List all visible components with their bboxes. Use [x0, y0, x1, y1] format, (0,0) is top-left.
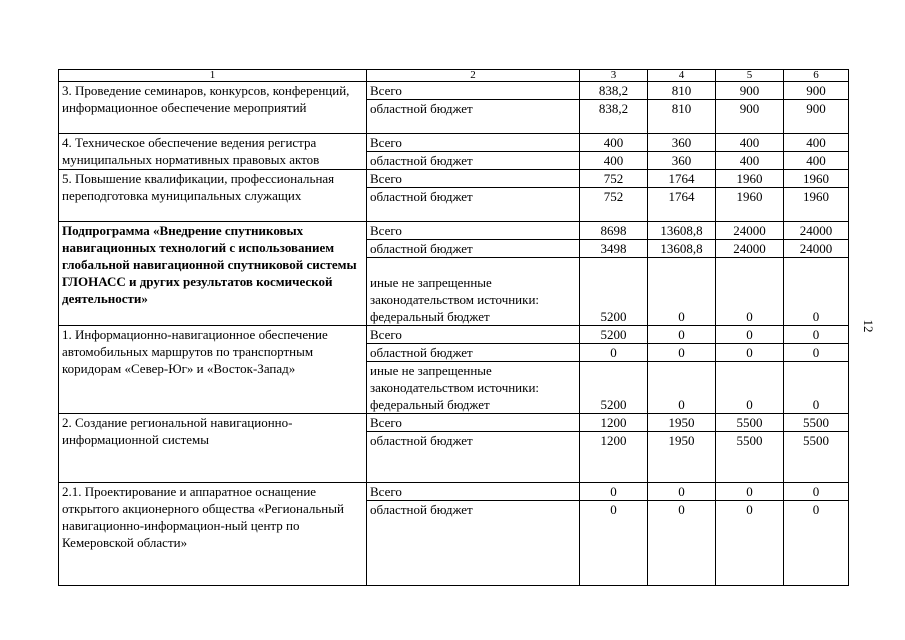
- value-cell: 5500: [784, 414, 849, 432]
- value-cell: 0: [784, 501, 849, 586]
- value-cell: 360: [648, 134, 716, 152]
- value-cell: 0: [580, 344, 648, 362]
- value-cell: 1960: [784, 170, 849, 188]
- value-cell: 838,2: [580, 100, 648, 134]
- value-cell: 24000: [716, 222, 784, 240]
- value-cell: 3498: [580, 240, 648, 258]
- value-cell: 0: [784, 326, 849, 344]
- value-cell: 0: [580, 501, 648, 586]
- source-label: областной бюджет: [367, 240, 580, 258]
- value-cell: 900: [784, 82, 849, 100]
- budget-table: [58, 69, 849, 586]
- value-cell: 1960: [784, 188, 849, 222]
- value-cell: 5200: [580, 326, 648, 344]
- value-cell: 5500: [716, 432, 784, 483]
- source-label: областной бюджет: [367, 501, 580, 586]
- value-cell: 5500: [784, 432, 849, 483]
- table-row: [59, 134, 849, 152]
- value-cell: 752: [580, 170, 648, 188]
- value-cell: 0: [716, 501, 784, 586]
- value-cell: 0: [648, 483, 716, 501]
- value-cell: 400: [716, 134, 784, 152]
- other-sources-label: иные не запрещенные: [370, 275, 492, 290]
- value-cell: 1960: [716, 188, 784, 222]
- source-label: [367, 258, 580, 326]
- value-cell: 0: [784, 344, 849, 362]
- value-cell: 13608,8: [648, 240, 716, 258]
- value-cell: 13608,8: [648, 222, 716, 240]
- source-label: областной бюджет: [367, 188, 580, 222]
- value-cell: 0: [580, 483, 648, 501]
- event-title: 1. Информационно-навигационное обеспечение автомобильных маршрутов по транспортным коридорам «Север-Юг» и «Восток-Запад»: [59, 326, 367, 414]
- table-header-row: [59, 70, 849, 82]
- value-cell: 1200: [580, 414, 648, 432]
- value-cell: 400: [784, 152, 849, 170]
- table-row: [59, 326, 849, 344]
- other-sources-label: законодательством источники:: [370, 292, 540, 307]
- event-title: 4. Техническое обеспечение ведения регистра муниципальных нормативных правовых актов: [59, 134, 367, 170]
- event-title: 3. Проведение семинаров, конкурсов, конференций, информационное обеспечение мероприятий: [59, 82, 367, 134]
- value-cell: 400: [580, 134, 648, 152]
- value-cell: 0: [648, 362, 716, 414]
- value-cell: 900: [716, 100, 784, 134]
- event-title: 2. Создание региональной навигационно-информационной системы: [59, 414, 367, 483]
- value-cell: 0: [648, 258, 716, 326]
- value-cell: 5500: [716, 414, 784, 432]
- federal-budget-label: федеральный бюджет: [370, 309, 490, 324]
- value-cell: 1960: [716, 170, 784, 188]
- value-cell: 752: [580, 188, 648, 222]
- value-cell: 1764: [648, 188, 716, 222]
- source-label: областной бюджет: [367, 152, 580, 170]
- value-cell: 400: [784, 134, 849, 152]
- source-label: областной бюджет: [367, 344, 580, 362]
- table-row: [59, 483, 849, 501]
- value-cell: 810: [648, 100, 716, 134]
- source-label: Всего: [367, 414, 580, 432]
- source-label: Всего: [367, 134, 580, 152]
- value-cell: 5200: [580, 258, 648, 326]
- value-cell: 0: [716, 344, 784, 362]
- value-cell: 0: [648, 501, 716, 586]
- source-label: Всего: [367, 222, 580, 240]
- value-cell: 400: [580, 152, 648, 170]
- value-cell: 0: [716, 326, 784, 344]
- value-cell: 0: [648, 344, 716, 362]
- subprogram-title: Подпрограмма «Внедрение спутниковых навигационных технологий с использованием глобальной навигационной спутниковой системы ГЛОНАСС и других результатов космической деятельности»: [59, 222, 367, 326]
- value-cell: 0: [784, 362, 849, 414]
- value-cell: 24000: [716, 240, 784, 258]
- column-header: 1: [59, 70, 367, 82]
- page-number: 12: [861, 319, 876, 333]
- column-header: 4: [648, 70, 716, 82]
- value-cell: 5200: [580, 362, 648, 414]
- table-row: [59, 414, 849, 432]
- other-sources-label: иные не запрещенные: [370, 363, 492, 378]
- column-header: 3: [580, 70, 648, 82]
- other-sources-label: законодательством источники:: [370, 380, 540, 395]
- value-cell: 0: [716, 362, 784, 414]
- value-cell: 1200: [580, 432, 648, 483]
- value-cell: 810: [648, 82, 716, 100]
- value-cell: 0: [784, 258, 849, 326]
- source-label: областной бюджет: [367, 100, 580, 134]
- column-header: 2: [367, 70, 580, 82]
- source-label: Всего: [367, 170, 580, 188]
- source-label: Всего: [367, 483, 580, 501]
- source-label: [367, 362, 580, 414]
- column-header: 5: [716, 70, 784, 82]
- value-cell: 8698: [580, 222, 648, 240]
- source-label: областной бюджет: [367, 432, 580, 483]
- value-cell: 838,2: [580, 82, 648, 100]
- value-cell: 24000: [784, 240, 849, 258]
- event-title: 2.1. Проектирование и аппаратное оснащение открытого акционерного общества «Региональный навигационно-информацион-ный центр по Кемеровской области»: [59, 483, 367, 586]
- value-cell: 0: [716, 483, 784, 501]
- value-cell: 400: [716, 152, 784, 170]
- value-cell: 900: [784, 100, 849, 134]
- value-cell: 900: [716, 82, 784, 100]
- value-cell: 1764: [648, 170, 716, 188]
- source-label: Всего: [367, 326, 580, 344]
- source-label: Всего: [367, 82, 580, 100]
- table-row: [59, 222, 849, 240]
- event-title: 5. Повышение квалификации, профессиональная переподготовка муниципальных служащих: [59, 170, 367, 222]
- column-header: 6: [784, 70, 849, 82]
- value-cell: 0: [784, 483, 849, 501]
- value-cell: 1950: [648, 432, 716, 483]
- value-cell: 360: [648, 152, 716, 170]
- value-cell: 1950: [648, 414, 716, 432]
- value-cell: 24000: [784, 222, 849, 240]
- value-cell: 0: [648, 326, 716, 344]
- table-row: [59, 82, 849, 100]
- value-cell: 0: [716, 258, 784, 326]
- federal-budget-label: федеральный бюджет: [370, 397, 490, 412]
- table-row: [59, 170, 849, 188]
